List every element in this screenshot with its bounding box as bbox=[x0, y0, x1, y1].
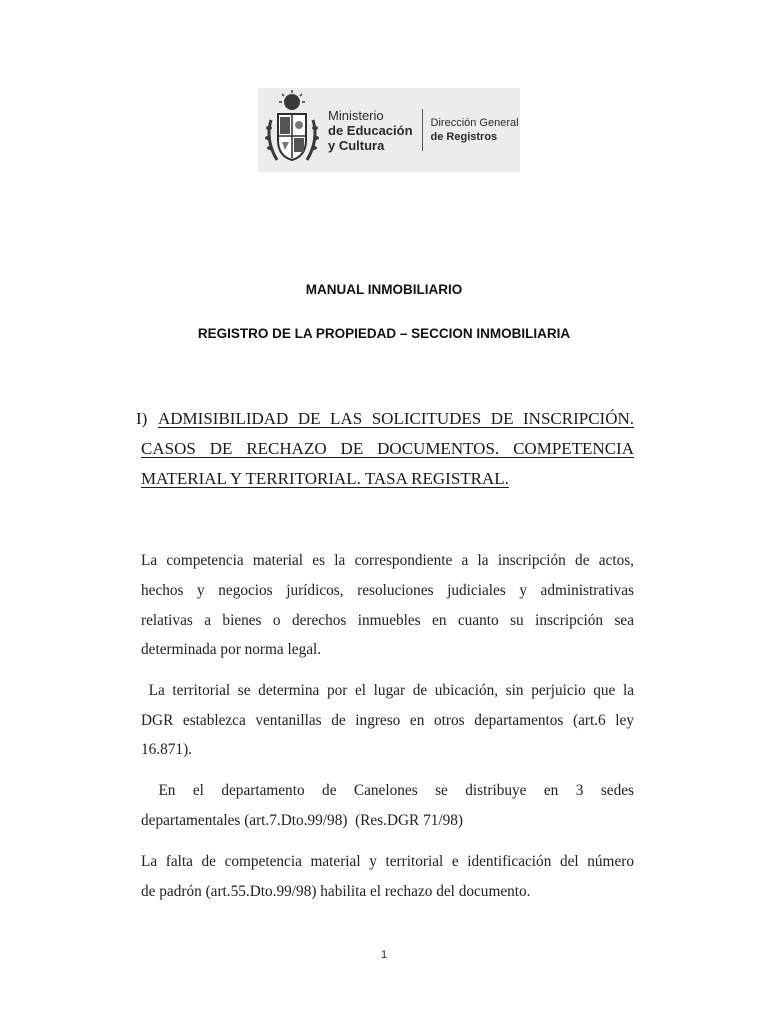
ministry-line-1: Ministerio bbox=[328, 107, 384, 123]
paragraph-line: La competencia material es la correspondiente a la inscripción de actos, bbox=[141, 552, 634, 569]
paragraph-line: hechos y negocios jurídicos, resoluciones judiciales y administrativas bbox=[141, 582, 634, 599]
paragraph-line: departamentales (art.7.Dto.99/98) (Res.DGR 71/98) bbox=[141, 812, 464, 829]
document-title: MANUAL INMOBILIARIO bbox=[305, 282, 463, 297]
page-number: 1 bbox=[380, 949, 388, 961]
section-heading-line: ADMISIBILIDAD DE LAS SOLICITUDES DE INSCRIPCIÓN. bbox=[158, 409, 634, 428]
ministry-line-2: de Educación bbox=[328, 122, 413, 138]
directorate-name bbox=[431, 116, 519, 144]
logo-divider bbox=[422, 109, 423, 151]
paragraph-line: de padrón (art.55.Dto.99/98) habilita el rechazo del documento. bbox=[141, 883, 531, 900]
paragraph-line: determinada por norma legal. bbox=[141, 641, 322, 658]
coat-of-arms-icon bbox=[258, 88, 326, 172]
paragraph-line: 16.871). bbox=[141, 741, 192, 758]
paragraph-line: DGR establezca ventanillas de ingreso en otros departamentos (art.6 ley bbox=[141, 712, 634, 729]
ministry-logo bbox=[258, 88, 520, 172]
section-number: I) bbox=[136, 409, 148, 428]
paragraph-line: La territorial se determina por el lugar de ubicación, sin perjuicio que la bbox=[141, 682, 634, 699]
section-heading-line: CASOS DE RECHAZO DE DOCUMENTOS. COMPETENCIA bbox=[141, 439, 634, 458]
document-subtitle: REGISTRO DE LA PROPIEDAD – SECCION INMOBILIARIA bbox=[197, 326, 571, 341]
paragraph-line: En el departamento de Canelones se distribuye en 3 sedes bbox=[141, 782, 634, 799]
ministry-line-3: y Cultura bbox=[328, 137, 385, 153]
directorate-line-1: Dirección General bbox=[430, 117, 519, 129]
ministry-name bbox=[326, 108, 413, 153]
paragraph-line: relativas a bienes o derechos inmuebles en cuanto su inscripción sea bbox=[141, 612, 634, 629]
directorate-line-2: de Registros bbox=[430, 131, 498, 143]
paragraph-line: La falta de competencia material y territorial e identificación del número bbox=[141, 853, 634, 870]
section-heading-line: MATERIAL Y TERRITORIAL. TASA REGISTRAL. bbox=[141, 469, 509, 488]
